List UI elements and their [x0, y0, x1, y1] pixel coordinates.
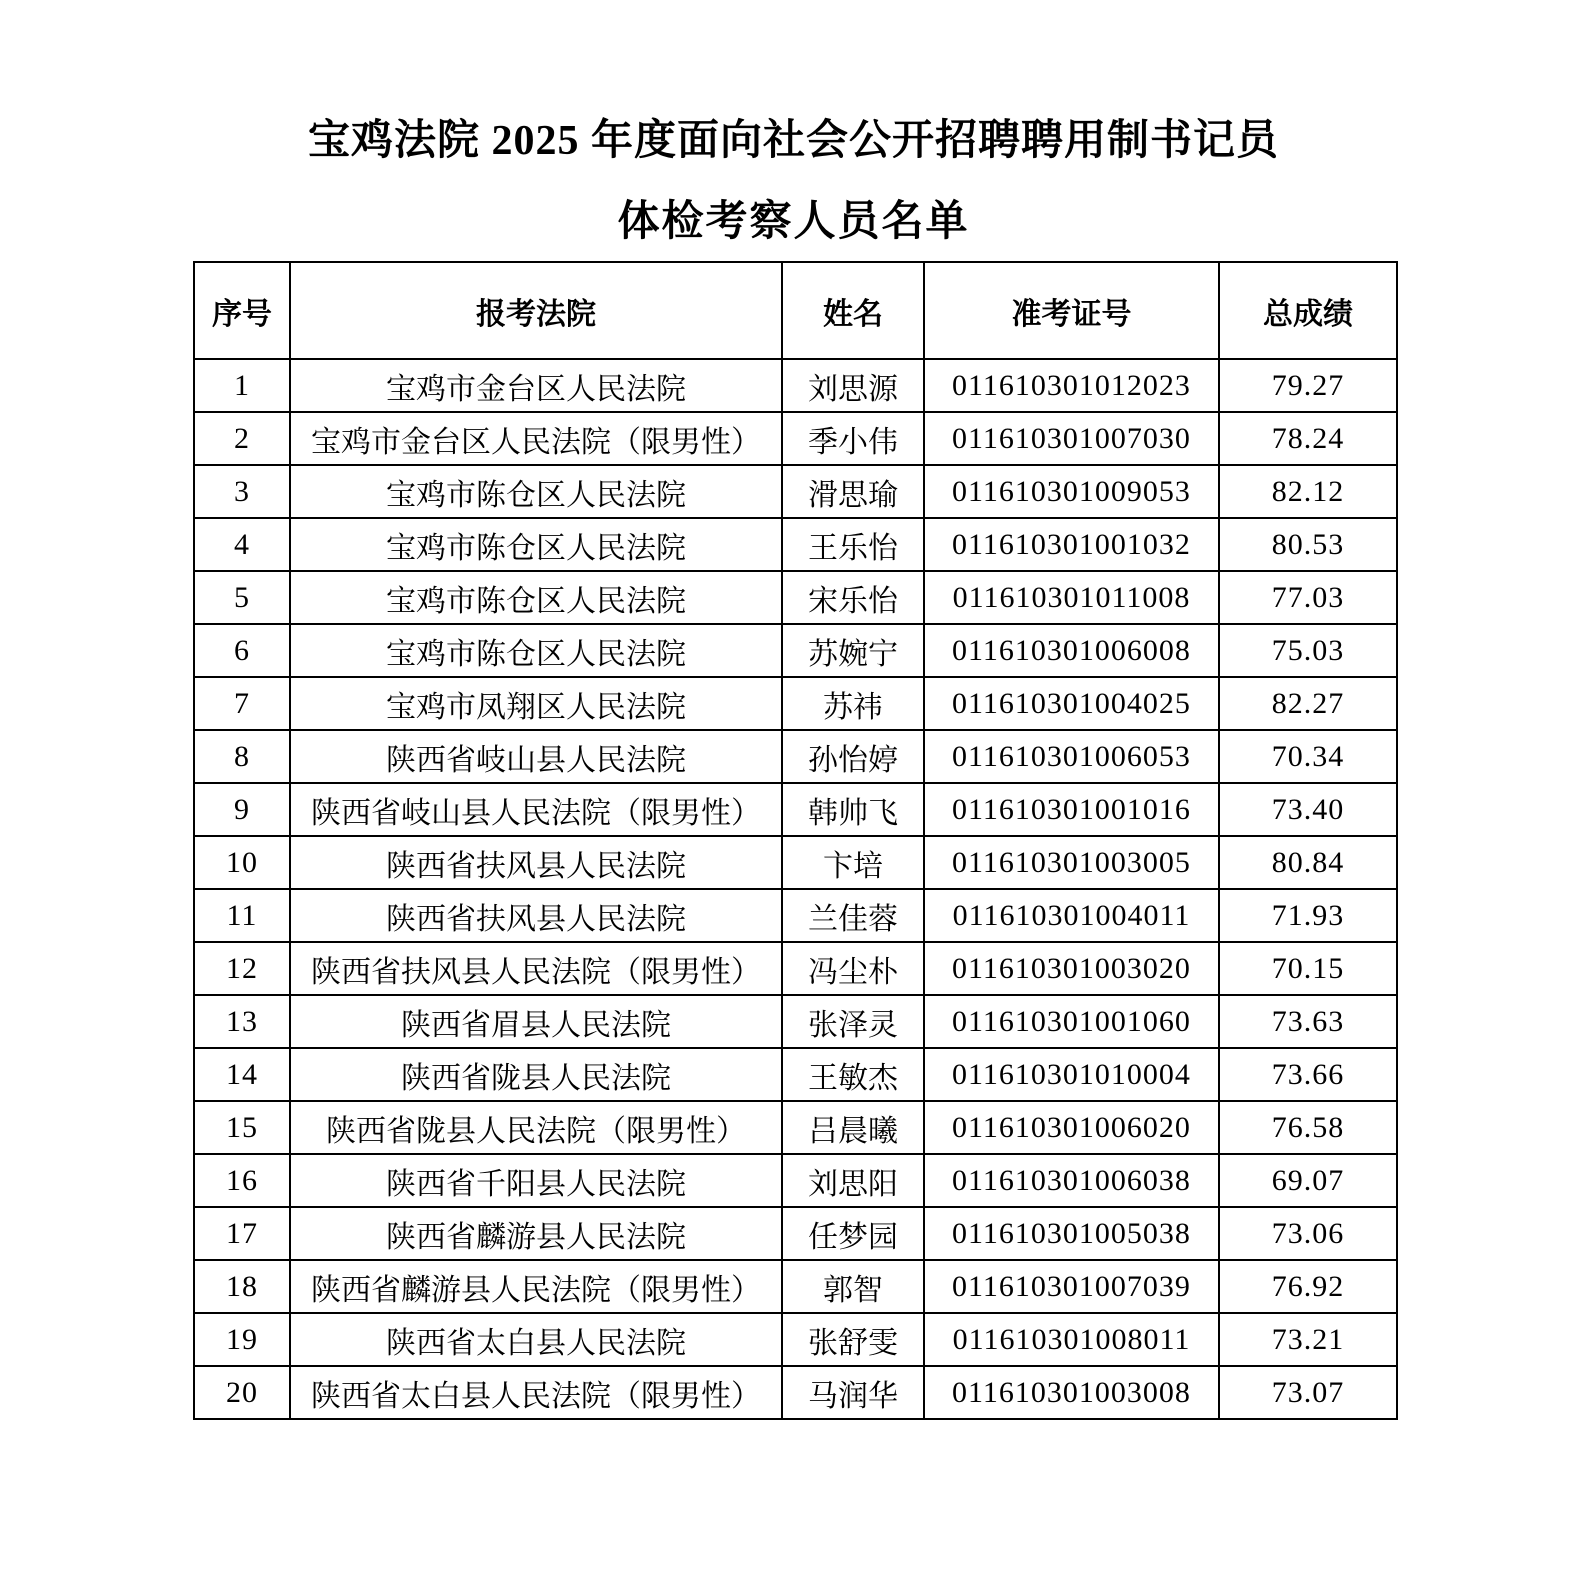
page-title-line-1: 宝鸡法院 2025 年度面向社会公开招聘聘用制书记员 — [307, 118, 1279, 164]
table-row — [194, 465, 1397, 518]
cell-name: 张泽灵 — [782, 995, 924, 1048]
cell-index: 6 — [194, 624, 290, 677]
cell-name: 苏祎 — [782, 677, 924, 730]
cell-court: 陕西省岐山县人民法院 — [290, 730, 782, 783]
cell-name: 刘思源 — [782, 359, 924, 412]
table-row — [194, 1313, 1397, 1366]
table-row — [194, 518, 1397, 571]
cell-name: 任梦园 — [782, 1207, 924, 1260]
cell-name: 韩帅飞 — [782, 783, 924, 836]
cell-score: 77.03 — [1219, 571, 1397, 624]
cell-name: 王乐怡 — [782, 518, 924, 571]
cell-name: 冯尘朴 — [782, 942, 924, 995]
table-body — [194, 359, 1397, 1419]
cell-court: 陕西省太白县人民法院（限男性） — [290, 1366, 782, 1419]
cell-ticket: 011610301007039 — [924, 1260, 1219, 1313]
page-title-line-2: 体检考察人员名单 — [617, 198, 970, 245]
table-row — [194, 730, 1397, 783]
cell-index: 4 — [194, 518, 290, 571]
cell-name: 季小伟 — [782, 412, 924, 465]
cell-index: 10 — [194, 836, 290, 889]
table-row — [194, 359, 1397, 412]
cell-court: 陕西省千阳县人民法院 — [290, 1154, 782, 1207]
cell-index: 13 — [194, 995, 290, 1048]
cell-score: 75.03 — [1219, 624, 1397, 677]
cell-court: 陕西省麟游县人民法院（限男性） — [290, 1260, 782, 1313]
table-row — [194, 1207, 1397, 1260]
cell-index: 15 — [194, 1101, 290, 1154]
header-name: 姓名 — [782, 262, 924, 359]
cell-name: 吕晨曦 — [782, 1101, 924, 1154]
table-row — [194, 624, 1397, 677]
cell-ticket: 011610301001016 — [924, 783, 1219, 836]
cell-name: 郭智 — [782, 1260, 924, 1313]
cell-court: 陕西省扶风县人民法院 — [290, 889, 782, 942]
cell-ticket: 011610301006038 — [924, 1154, 1219, 1207]
table-row — [194, 889, 1397, 942]
cell-index: 16 — [194, 1154, 290, 1207]
cell-index: 18 — [194, 1260, 290, 1313]
cell-court: 陕西省扶风县人民法院（限男性） — [290, 942, 782, 995]
cell-index: 2 — [194, 412, 290, 465]
header-court: 报考法院 — [290, 262, 782, 359]
cell-score: 80.84 — [1219, 836, 1397, 889]
cell-ticket: 011610301003020 — [924, 942, 1219, 995]
cell-score: 78.24 — [1219, 412, 1397, 465]
cell-court: 陕西省陇县人民法院（限男性） — [290, 1101, 782, 1154]
cell-name: 刘思阳 — [782, 1154, 924, 1207]
cell-name: 马润华 — [782, 1366, 924, 1419]
candidate-roster-table — [193, 261, 1398, 1420]
cell-index: 17 — [194, 1207, 290, 1260]
cell-score: 70.34 — [1219, 730, 1397, 783]
table-row — [194, 1154, 1397, 1207]
cell-score: 73.21 — [1219, 1313, 1397, 1366]
cell-ticket: 011610301004011 — [924, 889, 1219, 942]
cell-name: 张舒雯 — [782, 1313, 924, 1366]
cell-ticket: 011610301005038 — [924, 1207, 1219, 1260]
cell-index: 20 — [194, 1366, 290, 1419]
table-row — [194, 942, 1397, 995]
cell-score: 76.58 — [1219, 1101, 1397, 1154]
cell-score: 70.15 — [1219, 942, 1397, 995]
table-row — [194, 1048, 1397, 1101]
cell-court: 宝鸡市陈仓区人民法院 — [290, 624, 782, 677]
cell-score: 73.63 — [1219, 995, 1397, 1048]
cell-ticket: 011610301003005 — [924, 836, 1219, 889]
table-row — [194, 836, 1397, 889]
cell-court: 宝鸡市金台区人民法院 — [290, 359, 782, 412]
cell-ticket: 011610301008011 — [924, 1313, 1219, 1366]
cell-ticket: 011610301009053 — [924, 465, 1219, 518]
cell-court: 宝鸡市凤翔区人民法院 — [290, 677, 782, 730]
header-index: 序号 — [194, 262, 290, 359]
cell-name: 苏婉宁 — [782, 624, 924, 677]
cell-ticket: 011610301006053 — [924, 730, 1219, 783]
cell-ticket: 011610301001060 — [924, 995, 1219, 1048]
cell-index: 14 — [194, 1048, 290, 1101]
cell-court: 陕西省太白县人民法院 — [290, 1313, 782, 1366]
table-row — [194, 995, 1397, 1048]
cell-index: 12 — [194, 942, 290, 995]
cell-court: 陕西省麟游县人民法院 — [290, 1207, 782, 1260]
cell-index: 11 — [194, 889, 290, 942]
table-row — [194, 1260, 1397, 1313]
cell-score: 79.27 — [1219, 359, 1397, 412]
cell-ticket: 011610301012023 — [924, 359, 1219, 412]
cell-court: 宝鸡市陈仓区人民法院 — [290, 465, 782, 518]
cell-score: 82.12 — [1219, 465, 1397, 518]
cell-ticket: 011610301010004 — [924, 1048, 1219, 1101]
cell-score: 76.92 — [1219, 1260, 1397, 1313]
cell-court: 陕西省眉县人民法院 — [290, 995, 782, 1048]
cell-score: 73.06 — [1219, 1207, 1397, 1260]
cell-name: 兰佳蓉 — [782, 889, 924, 942]
cell-ticket: 011610301006020 — [924, 1101, 1219, 1154]
cell-name: 宋乐怡 — [782, 571, 924, 624]
cell-court: 陕西省扶风县人民法院 — [290, 836, 782, 889]
cell-ticket: 011610301007030 — [924, 412, 1219, 465]
cell-score: 73.40 — [1219, 783, 1397, 836]
cell-name: 王敏杰 — [782, 1048, 924, 1101]
cell-index: 9 — [194, 783, 290, 836]
cell-name: 滑思瑜 — [782, 465, 924, 518]
cell-court: 宝鸡市金台区人民法院（限男性） — [290, 412, 782, 465]
header-score: 总成绩 — [1219, 262, 1397, 359]
table-row — [194, 677, 1397, 730]
cell-index: 1 — [194, 359, 290, 412]
cell-index: 19 — [194, 1313, 290, 1366]
table-row — [194, 783, 1397, 836]
table-row — [194, 1101, 1397, 1154]
cell-court: 陕西省陇县人民法院 — [290, 1048, 782, 1101]
cell-court: 陕西省岐山县人民法院（限男性） — [290, 783, 782, 836]
table-row — [194, 1366, 1397, 1419]
header-ticket: 准考证号 — [924, 262, 1219, 359]
cell-ticket: 011610301003008 — [924, 1366, 1219, 1419]
cell-name: 卞培 — [782, 836, 924, 889]
cell-ticket: 011610301001032 — [924, 518, 1219, 571]
cell-score: 80.53 — [1219, 518, 1397, 571]
cell-score: 69.07 — [1219, 1154, 1397, 1207]
cell-index: 7 — [194, 677, 290, 730]
cell-ticket: 011610301011008 — [924, 571, 1219, 624]
cell-score: 73.66 — [1219, 1048, 1397, 1101]
cell-name: 孙怡婷 — [782, 730, 924, 783]
cell-index: 3 — [194, 465, 290, 518]
cell-score: 82.27 — [1219, 677, 1397, 730]
table-header-row — [194, 262, 1397, 359]
cell-index: 5 — [194, 571, 290, 624]
cell-court: 宝鸡市陈仓区人民法院 — [290, 518, 782, 571]
cell-ticket: 011610301004025 — [924, 677, 1219, 730]
table-row — [194, 571, 1397, 624]
cell-ticket: 011610301006008 — [924, 624, 1219, 677]
cell-index: 8 — [194, 730, 290, 783]
cell-court: 宝鸡市陈仓区人民法院 — [290, 571, 782, 624]
cell-score: 73.07 — [1219, 1366, 1397, 1419]
table-header — [194, 262, 1397, 359]
table-row — [194, 412, 1397, 465]
cell-score: 71.93 — [1219, 889, 1397, 942]
